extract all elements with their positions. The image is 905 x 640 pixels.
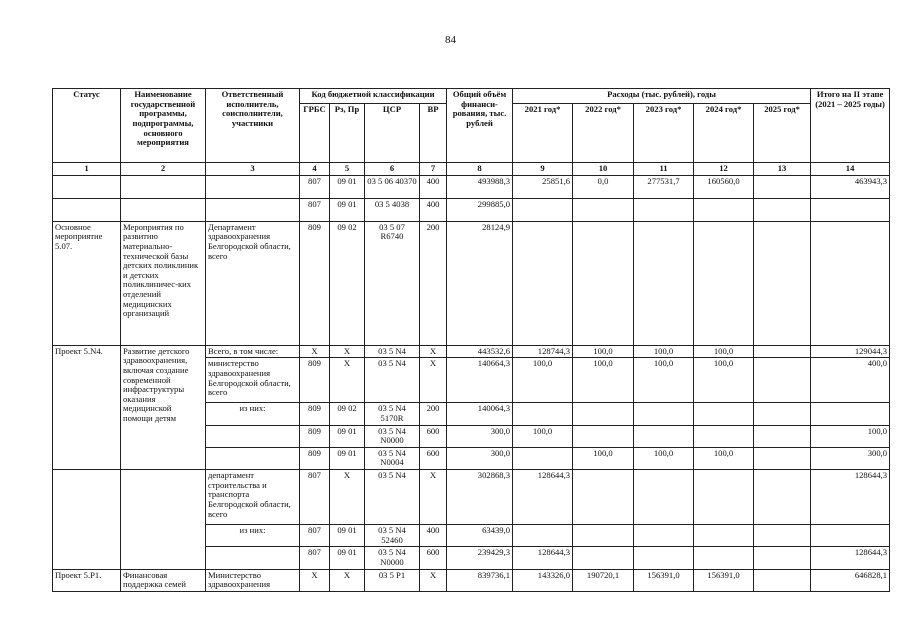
- cell-2023: [634, 525, 694, 547]
- cell-2022: 0,0: [573, 175, 634, 198]
- cell-2025: [754, 525, 811, 547]
- cell-2021: [513, 221, 573, 345]
- cell-name: Финансовая поддержка семей: [121, 569, 206, 591]
- cell-2024: 100,0: [694, 358, 754, 403]
- col-num: 4: [300, 163, 330, 176]
- cell-total: 28124,9: [447, 221, 513, 345]
- col-num: 6: [365, 163, 420, 176]
- cell-2023: [634, 470, 694, 525]
- cell-2022: [573, 403, 634, 425]
- header-status: Статус: [53, 89, 121, 163]
- cell-2021: 100,0: [513, 358, 573, 403]
- cell-rzpr: X: [330, 470, 365, 525]
- cell-csr: 03 5 N4 N0000: [365, 547, 420, 569]
- cell-2022: 100,0: [573, 345, 634, 358]
- cell-2024: 156391,0: [694, 569, 754, 591]
- col-num: 8: [447, 163, 513, 176]
- cell-sum: 463943,3: [811, 175, 890, 198]
- cell-responsible: из них:: [206, 403, 300, 425]
- budget-table: [52, 88, 890, 592]
- cell-grbs: 809: [300, 447, 330, 469]
- header-2023: 2023 год*: [634, 104, 694, 163]
- cell-2025: [754, 547, 811, 569]
- header-2021: 2021 год*: [513, 104, 573, 163]
- cell-sum: [811, 525, 890, 547]
- cell-rzpr: 09 01: [330, 425, 365, 447]
- cell-2021: 128644,3: [513, 470, 573, 525]
- cell-2024: [694, 525, 754, 547]
- cell-2021: [513, 403, 573, 425]
- cell-name: Развитие детского здравоохранения, включая создание современной инфраструктуры оказания медицинской помощи детям: [121, 345, 206, 469]
- col-num: 10: [573, 163, 634, 176]
- cell-rzpr: 09 01: [330, 525, 365, 547]
- page-number: 84: [445, 34, 456, 46]
- header-csr: ЦСР: [365, 104, 420, 163]
- cell-csr: 03 5 07 R6740: [365, 221, 420, 345]
- cell-name: Мероприятия по развитию материально-технической базы детских поликлиник и детских поликлиничес-ких отделений медицинских организаций: [121, 221, 206, 345]
- cell-total: 140664,3: [447, 358, 513, 403]
- cell-2022: [573, 221, 634, 345]
- cell-2023: 100,0: [634, 358, 694, 403]
- col-num: 12: [694, 163, 754, 176]
- cell-vr: 200: [420, 221, 447, 345]
- cell-2023: 156391,0: [634, 569, 694, 591]
- cell-csr: 03 5 N4: [365, 358, 420, 403]
- cell-2023: 100,0: [634, 447, 694, 469]
- cell-vr: 600: [420, 547, 447, 569]
- cell-2022: [573, 470, 634, 525]
- cell-2021: 128644,3: [513, 547, 573, 569]
- cell-2024: 100,0: [694, 447, 754, 469]
- cell-responsible: [206, 198, 300, 221]
- cell-responsible: [206, 547, 300, 569]
- cell-rzpr: 09 02: [330, 403, 365, 425]
- col-num: 1: [53, 163, 121, 176]
- cell-csr: 03 5 N4 52460: [365, 525, 420, 547]
- cell-sum: 128644,3: [811, 547, 890, 569]
- header-rzpr: Рз, Пр: [330, 104, 365, 163]
- cell-grbs: 809: [300, 221, 330, 345]
- cell-grbs: X: [300, 345, 330, 358]
- cell-2023: 100,0: [634, 345, 694, 358]
- cell-grbs: 807: [300, 175, 330, 198]
- cell-csr: 03 5 4038: [365, 198, 420, 221]
- cell-2022: 100,0: [573, 358, 634, 403]
- cell-total: 63439,0: [447, 525, 513, 547]
- col-num: 5: [330, 163, 365, 176]
- cell-status: Проект 5.N4.: [53, 345, 121, 469]
- cell-total: 299885,0: [447, 198, 513, 221]
- cell-2021: [513, 525, 573, 547]
- cell-name: [121, 198, 206, 221]
- cell-sum: 129044,3: [811, 345, 890, 358]
- cell-total: 140064,3: [447, 403, 513, 425]
- cell-responsible: [206, 425, 300, 447]
- cell-sum: 646828,1: [811, 569, 890, 591]
- cell-name: [121, 175, 206, 198]
- cell-rzpr: 09 01: [330, 547, 365, 569]
- cell-vr: 400: [420, 175, 447, 198]
- cell-2022: 100,0: [573, 447, 634, 469]
- cell-2024: [694, 470, 754, 525]
- header-grbs: ГРБС: [300, 104, 330, 163]
- cell-total: 443532,6: [447, 345, 513, 358]
- cell-status: [53, 198, 121, 221]
- cell-2025: [754, 198, 811, 221]
- cell-responsible: Департамент здравоохранения Белгородской области, всего: [206, 221, 300, 345]
- table-row: [53, 221, 890, 345]
- cell-2021: 143326,0: [513, 569, 573, 591]
- cell-2021: 100,0: [513, 425, 573, 447]
- cell-grbs: X: [300, 569, 330, 591]
- cell-2025: [754, 358, 811, 403]
- cell-sum: 300,0: [811, 447, 890, 469]
- cell-2024: 100,0: [694, 345, 754, 358]
- cell-2025: [754, 175, 811, 198]
- cell-2022: [573, 425, 634, 447]
- cell-2024: [694, 221, 754, 345]
- cell-total: 493988,3: [447, 175, 513, 198]
- cell-csr: 03 5 N4 N0004: [365, 447, 420, 469]
- cell-vr: 200: [420, 403, 447, 425]
- header-2022: 2022 год*: [573, 104, 634, 163]
- cell-2024: [694, 403, 754, 425]
- cell-vr: 400: [420, 525, 447, 547]
- header-2024: 2024 год*: [694, 104, 754, 163]
- cell-rzpr: 09 01: [330, 175, 365, 198]
- cell-responsible: из них:: [206, 525, 300, 547]
- cell-2022: [573, 547, 634, 569]
- cell-grbs: 807: [300, 470, 330, 525]
- header-row-1: [53, 89, 890, 104]
- cell-rzpr: 09 01: [330, 198, 365, 221]
- cell-vr: X: [420, 358, 447, 403]
- cell-2021: [513, 447, 573, 469]
- column-number-row: [53, 163, 890, 176]
- col-num: 11: [634, 163, 694, 176]
- cell-status: [53, 175, 121, 198]
- col-num: 9: [513, 163, 573, 176]
- cell-grbs: 809: [300, 403, 330, 425]
- cell-2025: [754, 403, 811, 425]
- cell-total: 300,0: [447, 447, 513, 469]
- cell-2023: [634, 198, 694, 221]
- cell-grbs: 809: [300, 358, 330, 403]
- cell-vr: 400: [420, 198, 447, 221]
- cell-2023: [634, 403, 694, 425]
- cell-rzpr: X: [330, 358, 365, 403]
- header-vr: ВР: [420, 104, 447, 163]
- cell-vr: X: [420, 470, 447, 525]
- header-expenses: Расходы (тыс. рублей), годы: [513, 89, 811, 104]
- cell-grbs: 807: [300, 198, 330, 221]
- table-row: [53, 345, 890, 358]
- cell-2025: [754, 447, 811, 469]
- cell-responsible: Всего, в том числе:: [206, 345, 300, 358]
- cell-2025: [754, 470, 811, 525]
- cell-csr: 03 5 P1: [365, 569, 420, 591]
- cell-vr: 600: [420, 447, 447, 469]
- cell-2024: [694, 425, 754, 447]
- cell-total: 302868,3: [447, 470, 513, 525]
- cell-sum: 128644,3: [811, 470, 890, 525]
- cell-vr: X: [420, 345, 447, 358]
- cell-sum: [811, 221, 890, 345]
- cell-total: 239429,3: [447, 547, 513, 569]
- col-num: 13: [754, 163, 811, 176]
- col-num: 3: [206, 163, 300, 176]
- header-total-volume: Общий объём финанси-рования, тыс. рублей: [447, 89, 513, 163]
- cell-2023: [634, 425, 694, 447]
- cell-2024: [694, 547, 754, 569]
- cell-rzpr: 09 02: [330, 221, 365, 345]
- cell-csr: 03 5 06 40370: [365, 175, 420, 198]
- table-row: [53, 175, 890, 198]
- cell-responsible: министерство здравоохранения Белгородской области, всего: [206, 358, 300, 403]
- cell-vr: 600: [420, 425, 447, 447]
- cell-csr: 03 5 N4 N0000: [365, 425, 420, 447]
- cell-2025: [754, 221, 811, 345]
- cell-2021: 128744,3: [513, 345, 573, 358]
- cell-csr: 03 5 N4: [365, 345, 420, 358]
- cell-2025: [754, 569, 811, 591]
- cell-2022: [573, 525, 634, 547]
- cell-grbs: 807: [300, 525, 330, 547]
- header-name: Наименование государственной программы, подпрограммы, основного мероприятия: [121, 89, 206, 163]
- cell-vr: X: [420, 569, 447, 591]
- cell-sum: 100,0: [811, 425, 890, 447]
- cell-total: 300,0: [447, 425, 513, 447]
- cell-2021: 25851,6: [513, 175, 573, 198]
- cell-2022: 190720,1: [573, 569, 634, 591]
- header-2025: 2025 год*: [754, 104, 811, 163]
- cell-rzpr: X: [330, 345, 365, 358]
- cell-status: [53, 470, 121, 570]
- cell-grbs: 809: [300, 425, 330, 447]
- cell-2025: [754, 345, 811, 358]
- cell-2023: 277531,7: [634, 175, 694, 198]
- header-responsible: Ответственный исполнитель, соисполнители, участники: [206, 89, 300, 163]
- cell-name: [121, 470, 206, 570]
- col-num: 7: [420, 163, 447, 176]
- cell-2024: 160560,0: [694, 175, 754, 198]
- cell-2022: [573, 198, 634, 221]
- cell-csr: 03 5 N4: [365, 470, 420, 525]
- cell-2025: [754, 425, 811, 447]
- cell-2023: [634, 221, 694, 345]
- cell-2023: [634, 547, 694, 569]
- cell-grbs: 807: [300, 547, 330, 569]
- table-row: [53, 569, 890, 591]
- cell-status: Проект 5.Р1.: [53, 569, 121, 591]
- cell-sum: [811, 198, 890, 221]
- cell-csr: 03 5 N4 5170R: [365, 403, 420, 425]
- col-num: 14: [811, 163, 890, 176]
- table-row: [53, 198, 890, 221]
- cell-responsible: [206, 175, 300, 198]
- cell-rzpr: X: [330, 569, 365, 591]
- header-budget-code: Код бюджетной классификации: [300, 89, 447, 104]
- cell-status: Основное мероприятие 5.07.: [53, 221, 121, 345]
- cell-responsible: [206, 447, 300, 469]
- cell-2021: [513, 198, 573, 221]
- cell-sum: [811, 403, 890, 425]
- col-num: 2: [121, 163, 206, 176]
- cell-rzpr: 09 01: [330, 447, 365, 469]
- cell-responsible: департамент строительства и транспорта Белгородской области, всего: [206, 470, 300, 525]
- header-total-stage: Итого на II этапе (2021 – 2025 годы): [811, 89, 890, 163]
- cell-sum: 400,0: [811, 358, 890, 403]
- cell-responsible: Министерство здравоохранения: [206, 569, 300, 591]
- table-row: [53, 470, 890, 525]
- cell-2024: [694, 198, 754, 221]
- cell-total: 839736,1: [447, 569, 513, 591]
